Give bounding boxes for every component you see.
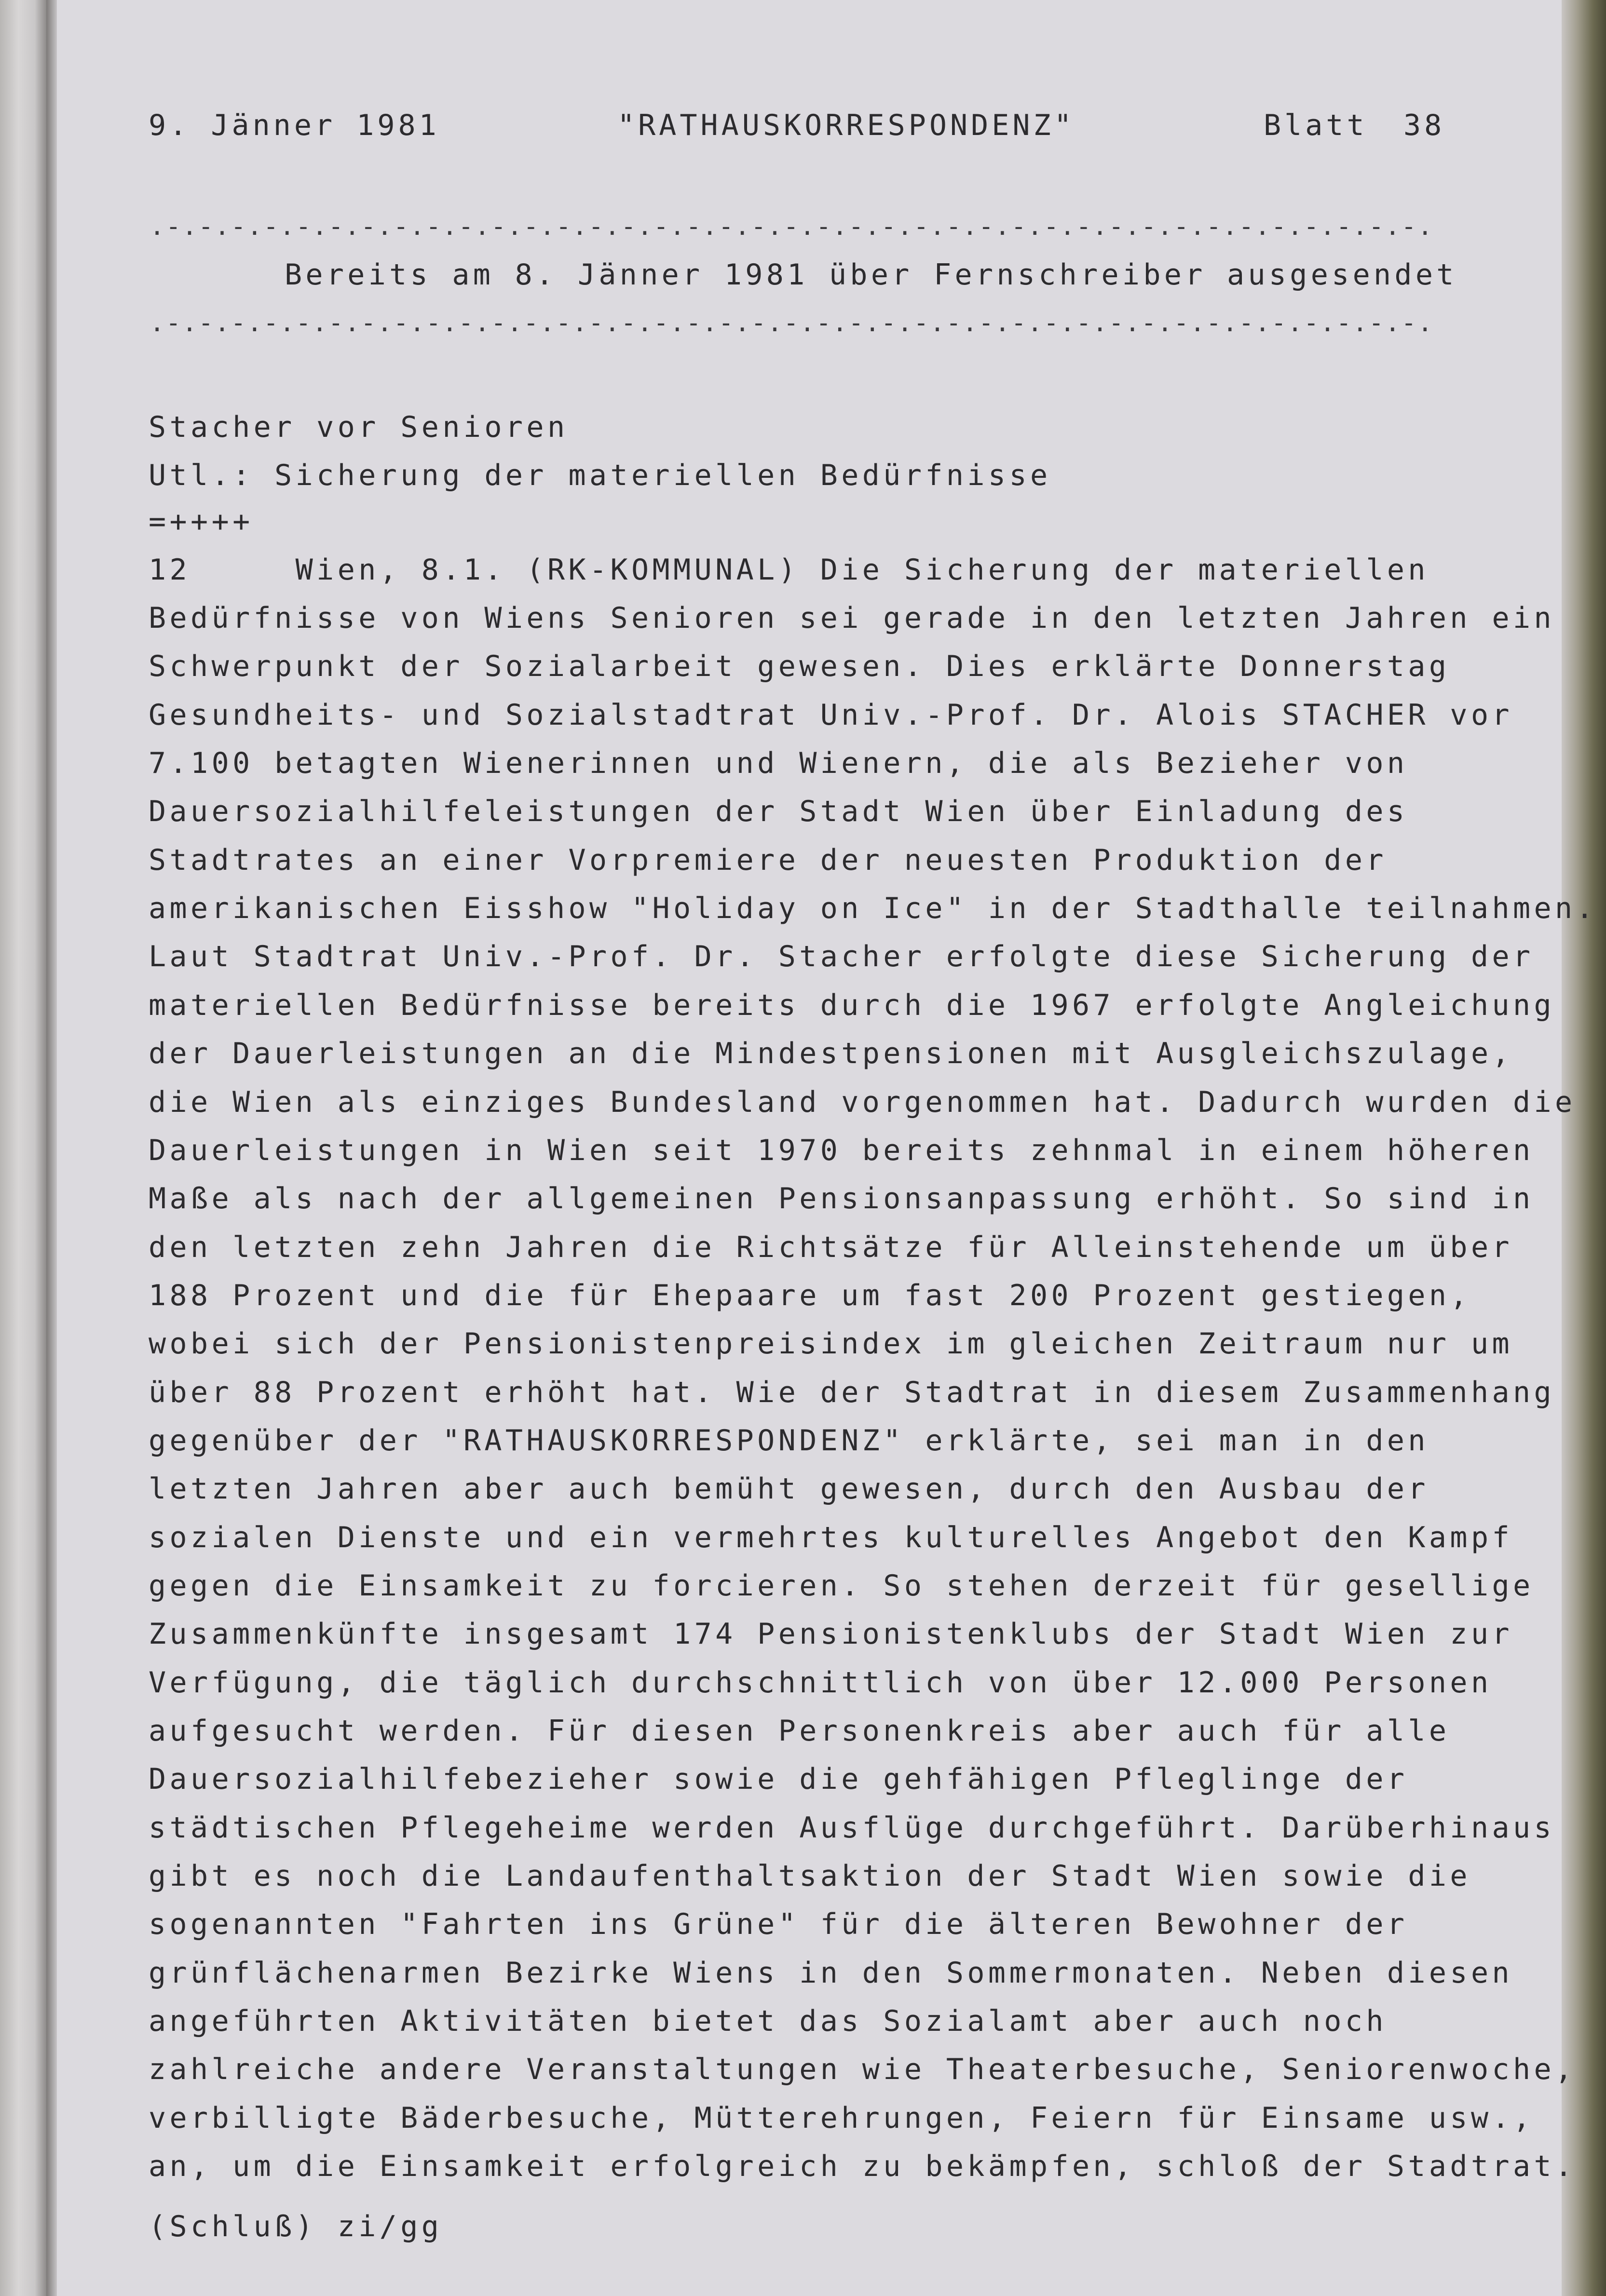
separator-bottom: .-.-.-.-.-.-.-.-.-.-.-.-.-.-.-.-.-.-.-.-.-.-.-.-.-.-.-.-.-.-.-.-.-.-.-.-.-.-.-.: [150, 311, 1434, 336]
article-marker: =++++: [149, 505, 254, 539]
article-line: über 88 Prozent erhöht hat. Wie der Stadtrat in diesem Zusammenhang: [149, 1376, 1555, 1409]
article-subtitle: Utl.: Sicherung der materiellen Bedürfnisse: [149, 459, 1051, 492]
article-line: zahlreiche andere Veranstaltungen wie Theaterbesuche, Seniorenwoche,: [149, 2053, 1576, 2086]
article-line: Laut Stadtrat Univ.-Prof. Dr. Stacher erfolgte diese Sicherung der: [149, 940, 1534, 973]
article-line: grünflächenarmen Bezirke Wiens in den Sommermonaten. Neben diesen: [149, 1956, 1513, 1990]
binding-shadow: [46, 0, 57, 2296]
article-headline: Stacher vor Senioren: [149, 410, 569, 444]
article-line: angeführten Aktivitäten bietet das Sozialamt aber auch noch: [149, 2004, 1387, 2038]
article-line: Bedürfnisse von Wiens Senioren sei gerade in den letzten Jahren ein: [149, 601, 1555, 635]
article-closing: (Schluß) zi/gg: [149, 2210, 443, 2243]
article-line: Dauerleistungen in Wien seit 1970 bereits zehnmal in einem höheren: [149, 1134, 1534, 1167]
article-line: an, um die Einsamkeit erfolgreich zu bekämpfen, schloß der Stadtrat.: [149, 2149, 1576, 2183]
article-line: gegenüber der "RATHAUSKORRESPONDENZ" erklärte, sei man in den: [149, 1424, 1429, 1458]
article-line: Gesundheits- und Sozialstadtrat Univ.-Prof. Dr. Alois STACHER vor: [149, 698, 1513, 732]
article-line: 7.100 betagten Wienerinnen und Wienern, die als Bezieher von: [149, 746, 1408, 780]
article-line: letzten Jahren aber auch bemüht gewesen, durch den Ausbau der: [149, 1472, 1429, 1506]
article-line: materiellen Bedürfnisse bereits durch die 1967 erfolgte Angleichung: [149, 988, 1555, 1022]
article-line: Dauersozialhilfebezieher sowie die gehfähigen Pfleglinge der: [149, 1762, 1408, 1796]
article-line: städtischen Pflegeheime werden Ausflüge durchgeführt. Darüberhinaus: [149, 1811, 1555, 1845]
article-line: sogenannten "Fahrten ins Grüne" für die älteren Bewohner der: [149, 1907, 1408, 1941]
article-line: Verfügung, die täglich durchschnittlich von über 12.000 Personen: [149, 1666, 1492, 1700]
binding-edge: [0, 0, 46, 2296]
article-line: wobei sich der Pensionistenpreisindex im gleichen Zeitraum nur um: [149, 1327, 1513, 1361]
header-blatt-label: Blatt: [1264, 108, 1368, 142]
article-line: Dauersozialhilfeleistungen der Stadt Wien über Einladung des: [149, 795, 1408, 828]
article-line: 188 Prozent und die für Ehepaare um fast 200 Prozent gestiegen,: [149, 1279, 1471, 1312]
article-line: der Dauerleistungen an die Mindestpensionen mit Ausgleichszulage,: [149, 1037, 1513, 1070]
page-edge: [1562, 0, 1606, 2296]
header-page-number: 38: [1403, 108, 1445, 142]
article-line: sozialen Dienste und ein vermehrtes kulturelles Angebot den Kampf: [149, 1521, 1513, 1554]
article-line: Zusammenkünfte insgesamt 174 Pensionistenklubs der Stadt Wien zur: [149, 1617, 1513, 1651]
article-line: die Wien als einziges Bundesland vorgenommen hat. Dadurch wurden die: [149, 1085, 1576, 1119]
header-title: "RATHAUSKORRESPONDENZ": [617, 108, 1075, 142]
article-line: gibt es noch die Landaufenthaltsaktion der Stadt Wien sowie die: [149, 1859, 1471, 1893]
article-line: den letzten zehn Jahren die Richtsätze für Alleinstehende um über: [149, 1230, 1513, 1264]
article-line: amerikanischen Eisshow "Holiday on Ice" in der Stadthalle teilnahmen.: [149, 891, 1597, 925]
separator-top: .-.-.-.-.-.-.-.-.-.-.-.-.-.-.-.-.-.-.-.-.-.-.-.-.-.-.-.-.-.-.-.-.-.-.-.-.-.-.-.: [150, 214, 1434, 239]
article-line: verbilligte Bäderbesuche, Mütterehrungen, Feiern für Einsame usw.,: [149, 2101, 1534, 2135]
article-line: Stadtrates an einer Vorpremiere der neuesten Produktion der: [149, 843, 1387, 877]
article-line: gegen die Einsamkeit zu forcieren. So stehen derzeit für gesellige: [149, 1569, 1534, 1603]
article-line: aufgesucht werden. Für diesen Personenkreis aber auch für alle: [149, 1714, 1450, 1748]
transmission-notice: Bereits am 8. Jänner 1981 über Fernschreiber ausgesendet: [285, 258, 1457, 292]
article-line: 12 Wien, 8.1. (RK-KOMMUNAL) Die Sicherung der materiellen: [149, 553, 1429, 587]
header-date: 9. Jänner 1981: [149, 108, 440, 142]
article-line: Maße als nach der allgemeinen Pensionsanpassung erhöht. So sind in: [149, 1182, 1534, 1216]
article-line: Schwerpunkt der Sozialarbeit gewesen. Dies erklärte Donnerstag: [149, 649, 1450, 683]
